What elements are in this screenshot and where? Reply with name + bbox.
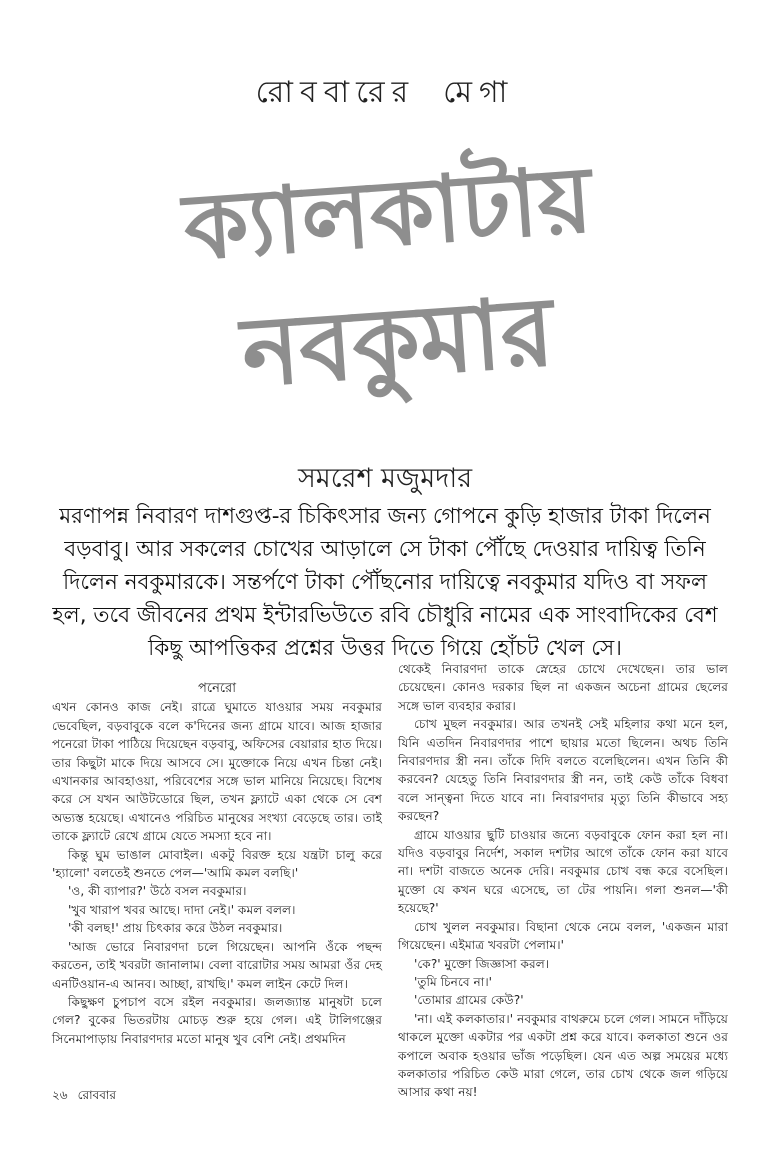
page-number: ২৬ (52, 1088, 68, 1102)
paragraph: 'কী বলছ!' প্রায় চিৎকার করে উঠল নবকুমার। (68, 921, 283, 936)
paragraph: 'তুমি চিনবে না।' (414, 974, 493, 989)
paragraph: কিন্তু ঘুম ভাঙাল মোবাইল। একটু বিরক্ত হয়ে যন্ত্রটা চালু করে 'হ্যালো' বলতেই শুনতে পেল—'আমি কমল বলছি।' (52, 847, 382, 881)
left-column (52, 680, 382, 1048)
paragraph: 'না। এই কলকাতার।' নবকুমার বাথরুমে চলে গেল। সামনে দাঁড়িয়ে থাকলে মুক্তো একটার পর একটা প্রশ্ন করে যাবে। কলকাতা শুনে ওর কপালে অবাক হওয়ার ভাঁজ পড়েছিল। যেন এত অল্প সময়ের মধ্যে কলকাতার পরিচিত কেউ মারা গেলে, তার চোখ থেকে জল গড়িয়ে আসার কথা নয়! (398, 1011, 728, 1100)
paragraph: চোখ খুলল নবকুমার। বিছানা থেকে নেমে বলল, 'একজন মারা গিয়েছেন। এইমাত্র খবরটা পেলাম।' (398, 919, 728, 953)
paragraph: 'তোমার গ্রামের কেউ?' (414, 993, 524, 1008)
kicker-word-1: রোববারের (255, 75, 416, 110)
chapter-heading: পনেরো (198, 681, 236, 696)
title-line-1: ক্যালকাটায় (180, 145, 596, 282)
paragraph: গ্রামে যাওয়ার ছুটি চাওয়ার জন্যে বড়বাবুকে ফোন করা হল না। যদিও বড়বাবুর নির্দেশ, সকাল দশটার আগে তাঁকে ফোন করা যাবে না। দশটা বাজতে অনেক দেরি। নবকুমার চোখ বন্ধ করে বসেছিল। মুক্তো যে কখন ঘরে এসেছে, তা টের পায়নি। গলা শুনল—'কী হয়েছে?' (398, 827, 728, 916)
paragraph: 'খুব খারাপ খবর আছে। দাদা নেই।' কমল বলল। (68, 902, 296, 917)
author-name: সমরেশ মজুমদার (297, 463, 473, 494)
right-column (398, 660, 728, 1102)
story-title (140, 120, 640, 450)
paragraph: থেকেই নিবারণদা তাকে স্নেহের চোখে দেখেছেন। তার ভাল চেয়েছেন। কোনও দরকার ছিল না একজন অচেনা গ্রামের ছেলের সঙ্গে ভাল ব্যবহার করার। (398, 662, 728, 713)
title-line-2: নবকুমার (238, 275, 558, 409)
paragraph: 'ও, কী ব্যাপার?' উঠে বসল নবকুমার। (68, 884, 247, 899)
kicker-word-2: মেগা (443, 75, 515, 110)
paragraph: কিছুক্ষণ চুপচাপ বসে রইল নবকুমার। জলজ্যান্ত মানুষটা চলে গেল? বুকের ভিতরটায় মোচড় শুরু হয়ে গেল। এই টালিগঞ্জের সিনেমাপাড়ায় নিবারণদার মতো মানুষ খুব বেশি নেই। প্রথমদিন (52, 994, 382, 1046)
paragraph: চোখ মুছল নবকুমার। আর তখনই সেই মহিলার কথা মনে হল, যিনি এতদিন নিবারণদার পাশে ছায়ার মতো ছিলেন। অথচ তিনি নিবারণদার স্ত্রী নন। তাঁকে দিদি বলতে বলেছিলেন। এখন তিনি কী করবেন? যেহেতু তিনি নিবারণদার স্ত্রী নন, তাই কেউ তাঁকে বিধবা বলে সান্ত্বনা দিতে যাবে না। নিবারণদার মৃত্যু তিনি কীভাবে সহ্য করছেন? (398, 717, 728, 824)
magazine-name: রোববার (77, 1088, 116, 1102)
story-intro: মরণাপন্ন নিবারণ দাশগুপ্ত-র চিকিৎসার জন্য গোপনে কুড়ি হাজার টাকা দিলেন বড়বাবু। আর সকলের চোখের আড়ালে সে টাকা পৌঁছে দেওয়ার দায়িত্ব তিনি দিলেন নবকুমারকে। সন্তর্পণে টাকা পৌঁছনোর দায়িত্বে নবকুমার যদিও বা সফল হল, তবে জীবনের প্রথম ইন্টারভিউতে রবি চৌধুরি নামের এক সাংবাদিকের বেশ কিছু আপত্তিকর প্রশ্নের উত্তর দিতে গিয়ে হোঁচট খেল সে। (52, 504, 718, 661)
page-footer (52, 1087, 126, 1107)
kicker-heading (0, 68, 770, 119)
paragraph: এখন কোনও কাজ নেই। রাত্রে ঘুমাতে যাওয়ার সময় নবকুমার ভেবেছিল, বড়বাবুকে বলে ক'দিনের জন্য গ্রামে যাবে। আজ হাজার পনেরো টাকা পাঠিয়ে দিয়েছেন বড়বাবু, অফিসের বেয়ারার হাত দিয়ে। তার কিছুটা মাকে দিয়ে আসবে সে। মুক্তোকে নিয়ে এখন চিন্তা নেই। এখানকার আবহাওয়া, পরিবেশের সঙ্গে ভাল মানিয়ে নিয়েছে। বিশেষ করে সে যখন আউটডোরে ছিল, তখন ফ্ল্যাটে একা থেকে সে বেশ অভ্যস্ত হয়েছে। এখানেও পরিচিত মানুষের সংখ্যা বেড়েছে তার। তাই তাকে ফ্ল্যাটে রেখে গ্রামে যেতে সমস্যা হবে না। (52, 700, 382, 844)
paragraph: 'আজ ভোরে নিবারণদা চলে গিয়েছেন। আপনি ওঁকে পছন্দ করতেন, তাই খবরটা জানালাম। বেলা বারোটার সময় আমরা ওঁর দেহ এনটিওয়ান-এ আনব। আচ্ছা, রাখছি।' কমল লাইন কেটে দিল। (52, 939, 382, 991)
paragraph: 'কে?' মুক্তো জিজ্ঞাসা করল। (414, 956, 550, 971)
